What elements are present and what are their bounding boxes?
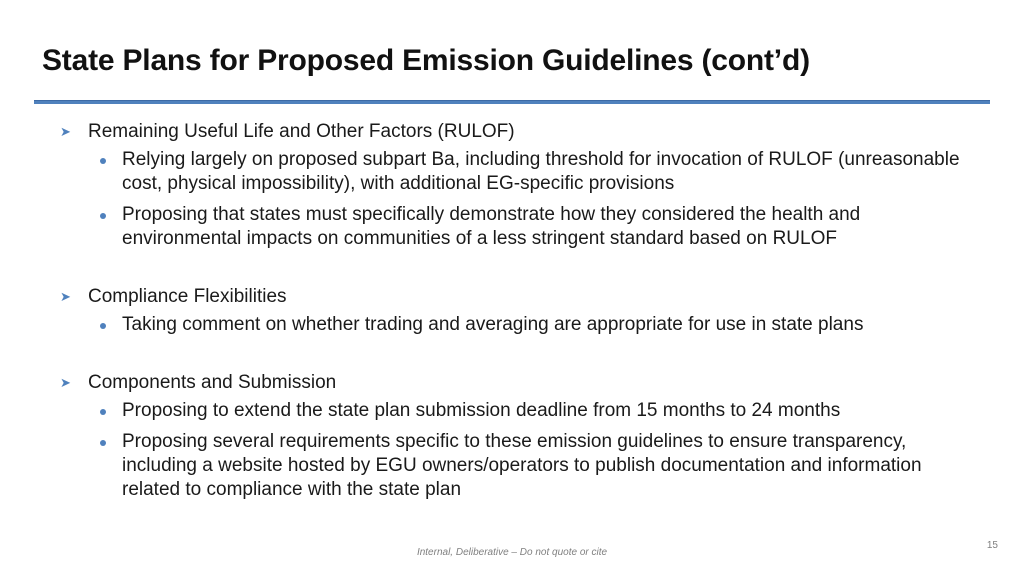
section-heading-text: Remaining Useful Life and Other Factors (RULOF) [88, 121, 515, 142]
section-heading-text: Compliance Flexibilities [88, 286, 287, 307]
section-compliance-flexibilities [60, 285, 980, 337]
bullet-item [94, 399, 980, 423]
section-components-submission [60, 371, 980, 502]
arrow-bullet-icon: ➤ [60, 124, 71, 139]
section-heading [60, 285, 980, 309]
footer-disclaimer: Internal, Deliberative – Do not quote or cite [416, 547, 608, 558]
bullet-item [94, 430, 980, 502]
dot-bullet-icon [94, 203, 122, 227]
bullet-text: Taking comment on whether trading and averaging are appropriate for use in state plans [122, 314, 864, 335]
dot-bullet-icon [94, 148, 122, 172]
bullet-item [94, 313, 980, 337]
page-number: 15 [986, 540, 998, 551]
bullet-list [60, 313, 980, 337]
arrow-bullet-icon: ➤ [60, 375, 71, 390]
bullet-item [94, 148, 980, 196]
dot-bullet-icon [94, 430, 122, 454]
bullet-text: Proposing that states must specifically demonstrate how they considered the health and environmental impacts on communities of a less stringent standard based on RULOF [122, 204, 861, 249]
slide-title: State Plans for Proposed Emission Guidelines (cont’d) [42, 44, 810, 77]
bullet-text: Proposing to extend the state plan submission deadline from 15 months to 24 months [122, 400, 841, 421]
slide-content [60, 120, 980, 509]
section-rulof [60, 120, 980, 251]
dot-bullet-icon [94, 313, 122, 337]
section-heading [60, 120, 980, 144]
section-heading [60, 371, 980, 395]
bullet-list [60, 399, 980, 502]
bullet-item [94, 203, 980, 251]
title-divider [34, 100, 990, 104]
arrow-bullet-icon: ➤ [60, 289, 71, 304]
bullet-text: Proposing several requirements specific to these emission guidelines to ensure transparency, including a website hosted by EGU owners/operators to publish documentation and information related to compliance with the state plan [122, 431, 922, 500]
section-heading-text: Components and Submission [88, 372, 337, 393]
bullet-list [60, 148, 980, 251]
dot-bullet-icon [94, 399, 122, 423]
bullet-text: Relying largely on proposed subpart Ba, including threshold for invocation of RULOF (unreasonable cost, physical impossibility), with additional EG-specific provisions [122, 149, 960, 194]
